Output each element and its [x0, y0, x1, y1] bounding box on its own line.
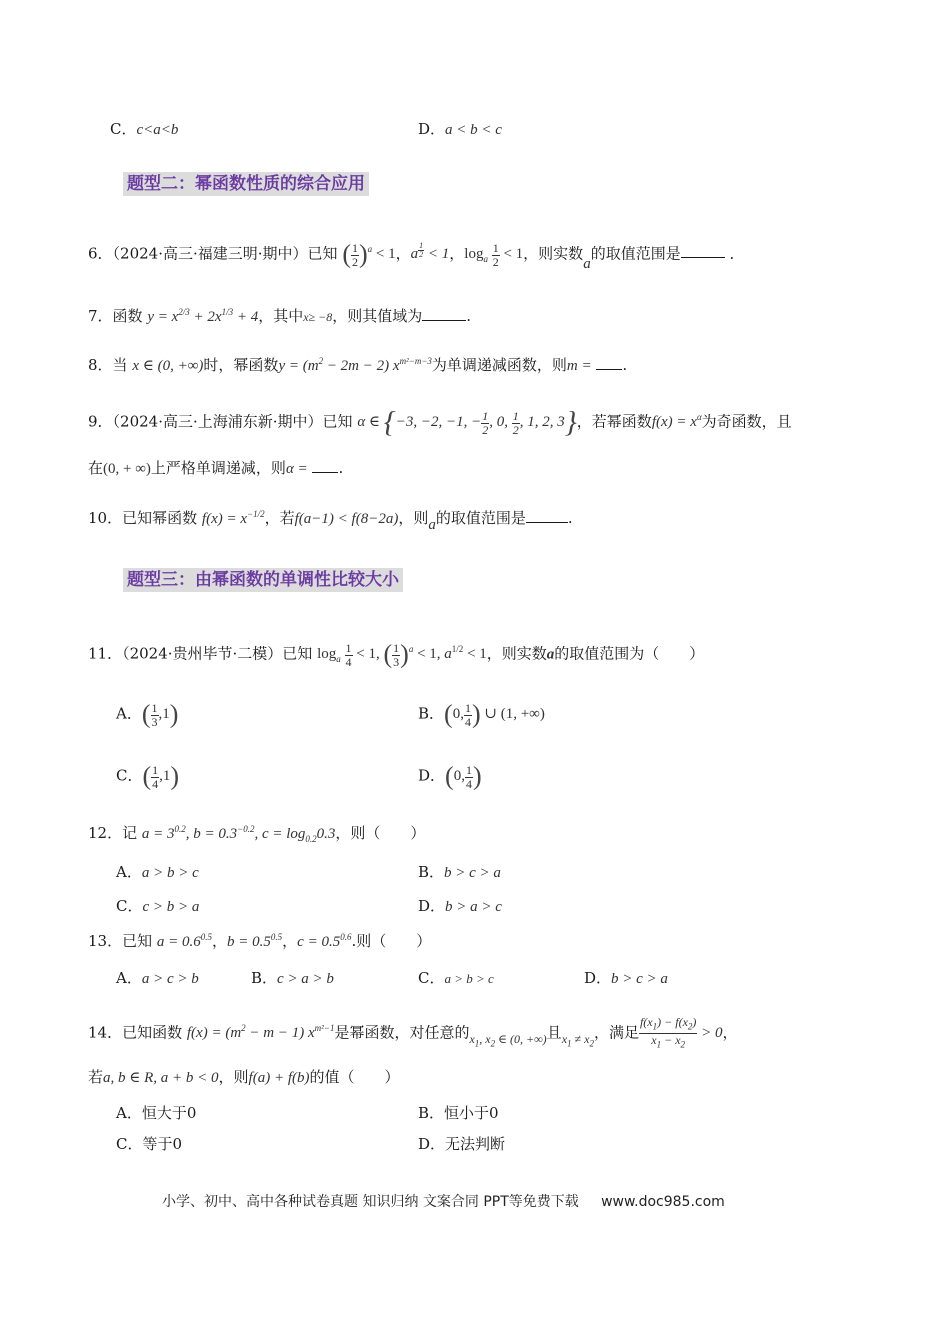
q7-answer-blank	[422, 306, 466, 321]
q14-option-d: D．无法判断	[418, 1135, 506, 1153]
section-heading-2: 题型二：幂函数性质的综合应用	[123, 172, 369, 196]
q14-math-function: $f(x) = (m^2 - m - 1)$ $x^{m^2-1}$	[186, 1023, 335, 1042]
q14-math-domain: x1, x2 ∈ (0, +∞)	[469, 1032, 547, 1049]
q8-answer-blank	[596, 355, 622, 370]
q11-option-d: D．(0, $\frac{1}{4}$ )	[418, 762, 482, 791]
q11-option-b-math: (0, $\frac{1}{4}$ ) ∪ (1, +∞)	[444, 700, 545, 729]
q12-option-b: B．b > c > a	[418, 863, 501, 881]
question-9: 9．（2024·高三·上海浦东新·期中）已知 α ∈ {−3, −2, −1, − $\frac{1}{2}$ , 0, $\frac{1}{2}$ , 1, 2, 3}，若幂函数$f(x) = x^\alpha$为奇函数，且	[88, 406, 792, 439]
option-d-math: a < b < c	[445, 122, 502, 138]
q14-option-b: B．恒小于0	[418, 1104, 499, 1122]
q14-math-fraction: $\frac{f(x_1) - f(x_2)}{x_1 - x_2}$ > 0	[639, 1015, 723, 1050]
q8-math-m: m =	[566, 358, 592, 374]
q9-math-interval: (0, + ∞)	[103, 461, 151, 477]
footer-link[interactable]: www.doc985.com	[601, 1194, 725, 1210]
question-8: 8．当 x ∈ (0, +∞)时，幂函数$y = (m^2 - 2m - 2)$ $x^{m^2-m-3}$为单调递减函数，则m = .	[88, 356, 628, 374]
q13-math-b: $b = 0.5^{0.5}$	[227, 932, 283, 950]
q14-math-sum: f(a) + f(b)	[248, 1070, 310, 1086]
q7-math-condition: x≥ −8	[303, 310, 333, 324]
question-9-line2: 在(0, + ∞)上严格单调递减，则α = .	[88, 459, 344, 477]
q11-option-a: A．( $\frac{1}{3}$ ,1)	[116, 700, 179, 729]
q6-var-a: a	[583, 256, 591, 273]
q9-answer-blank	[312, 458, 338, 473]
q14-math-neq: x1 ≠ x2	[561, 1032, 594, 1049]
q9-math-alpha: α =	[285, 461, 308, 477]
q11-option-c-math: ( $\frac{1}{4}$ ,1)	[142, 762, 180, 791]
q13-option-d: D．b > c > a	[584, 969, 668, 987]
question-10: 10．已知幂函数 $f(x) = x^{-1/2}$，若f(a−1) < f(8−2a)，则a的取值范围是 .	[88, 509, 573, 533]
section-heading-3: 题型三：由幂函数的单调性比较大小	[123, 568, 403, 592]
option-c: C．c<a<b	[110, 120, 179, 138]
page-footer	[162, 1191, 725, 1211]
q11-option-d-math: (0, $\frac{1}{4}$ )	[445, 762, 482, 791]
q8-math-domain: x ∈ (0, +∞)	[132, 358, 204, 374]
q13-option-a: A．a > c > b	[116, 969, 199, 987]
q10-answer-blank	[526, 508, 568, 523]
q9-math-function: $f(x) = x^\alpha$	[651, 412, 702, 431]
q12-option-c: C．c > b > a	[116, 897, 200, 915]
question-13: 13．已知 $a = 0.6^{0.5}$，$b = 0.5^{0.5}$，$c = 0.5^{0.6}$.则（ ）	[88, 932, 432, 950]
q14-option-a: A．恒大于0	[116, 1104, 197, 1122]
q6-math-1: ( $\frac{1}{2}$ )$^a$ < 1	[342, 240, 396, 269]
question-7: 7．函数 $y = x^{2/3} + 2x^{1/3} + 4$，其中x≥ −8，则其值域为 .	[88, 307, 472, 325]
q13-math-a: $a = 0.6^{0.5}$	[156, 932, 213, 950]
q13-option-c: C．a > b > c	[418, 969, 494, 987]
q13-option-b: B．c > a > b	[251, 969, 334, 987]
q11-math-conditions: $\log_a$ $\frac{1}{4}$ < 1, ( $\frac{1}{3}$ )$^a$ < 1, $a^{1/2} < 1$	[317, 640, 487, 669]
question-14: 14．已知函数 $f(x) = (m^2 - m - 1)$ $x^{m^2-1}$是幂函数，对任意的$_{x_1, x_2 \in (0, +\infty)}$且$_{x_1 \ne x_2}$，满足 $\frac{f(x_1) - f(x_2)}{x_1 - x_2}$ > 0，	[88, 1015, 738, 1050]
q11-option-a-math: ( $\frac{1}{3}$ ,1)	[141, 700, 179, 729]
q6-answer-blank	[681, 243, 725, 258]
q6-math-3: $\log_a$ $\frac{1}{2}$ < 1	[464, 240, 524, 269]
question-6: 6．（2024·高三·福建三明·期中）已知 ( $\frac{1}{2}$ )$^a$ < 1，a $^{\frac{1}{2}}$ < 1，$\log_a$ $\frac{1}{2}$ < 1，则实数a的取值范围是 ．	[88, 240, 745, 273]
q13-math-c: $c = 0.5^{0.6}$	[297, 932, 352, 950]
question-11: 11．（2024·贵州毕节·二模）已知 $\log_a$ $\frac{1}{4}$ < 1, ( $\frac{1}{3}$ )$^a$ < 1, $a^{1/2} < 1$，则实数a的取值范围为（ ）	[88, 640, 705, 669]
q14-math-ab: a, b ∈ R, a + b < 0	[103, 1070, 219, 1086]
question-14-line2: 若a, b ∈ R, a + b < 0，则f(a) + f(b)的值（ ）	[88, 1068, 400, 1086]
q12-option-a: A．a > b > c	[116, 863, 199, 881]
q14-option-c: C．等于0	[116, 1135, 183, 1153]
q9-math-set: α ∈ {−3, −2, −1, − $\frac{1}{2}$ , 0, $\frac{1}{2}$ , 1, 2, 3}	[357, 406, 577, 439]
q10-var-a: a	[428, 517, 436, 533]
option-c-math: c<a<b	[136, 122, 179, 138]
q6-math-2: a $^{\frac{1}{2}}$ < 1	[410, 240, 450, 263]
q11-option-b: B．(0, $\frac{1}{4}$ ) ∪ (1, +∞)	[418, 700, 545, 729]
q8-math-function: $y = (m^2 - 2m - 2)$ $x^{m^2-m-3}$	[278, 356, 432, 374]
option-d: D．a < b < c	[418, 120, 502, 138]
q10-math-inequality: f(a−1) < f(8−2a)	[294, 511, 399, 527]
q12-option-d: D．b > a > c	[418, 897, 502, 915]
footer-text: 小学、初中、高中各种试卷真题 知识归纳 文案合同 PPT等免费下载	[162, 1194, 579, 1210]
q7-math-function: $y = x^{2/3} + 2x^{1/3} + 4$	[147, 307, 259, 325]
q11-option-c: C．( $\frac{1}{4}$ ,1)	[116, 762, 180, 791]
q12-math-definitions: $a = 3^{0.2}$, $b = 0.3^{-0.2}$, $c = \log_{0.2}0.3$	[141, 824, 336, 844]
q10-math-function: $f(x) = x^{-1/2}$	[201, 509, 265, 527]
question-12: 12．记 $a = 3^{0.2}$, $b = 0.3^{-0.2}$, $c = \log_{0.2}0.3$，则（ ）	[88, 824, 426, 844]
